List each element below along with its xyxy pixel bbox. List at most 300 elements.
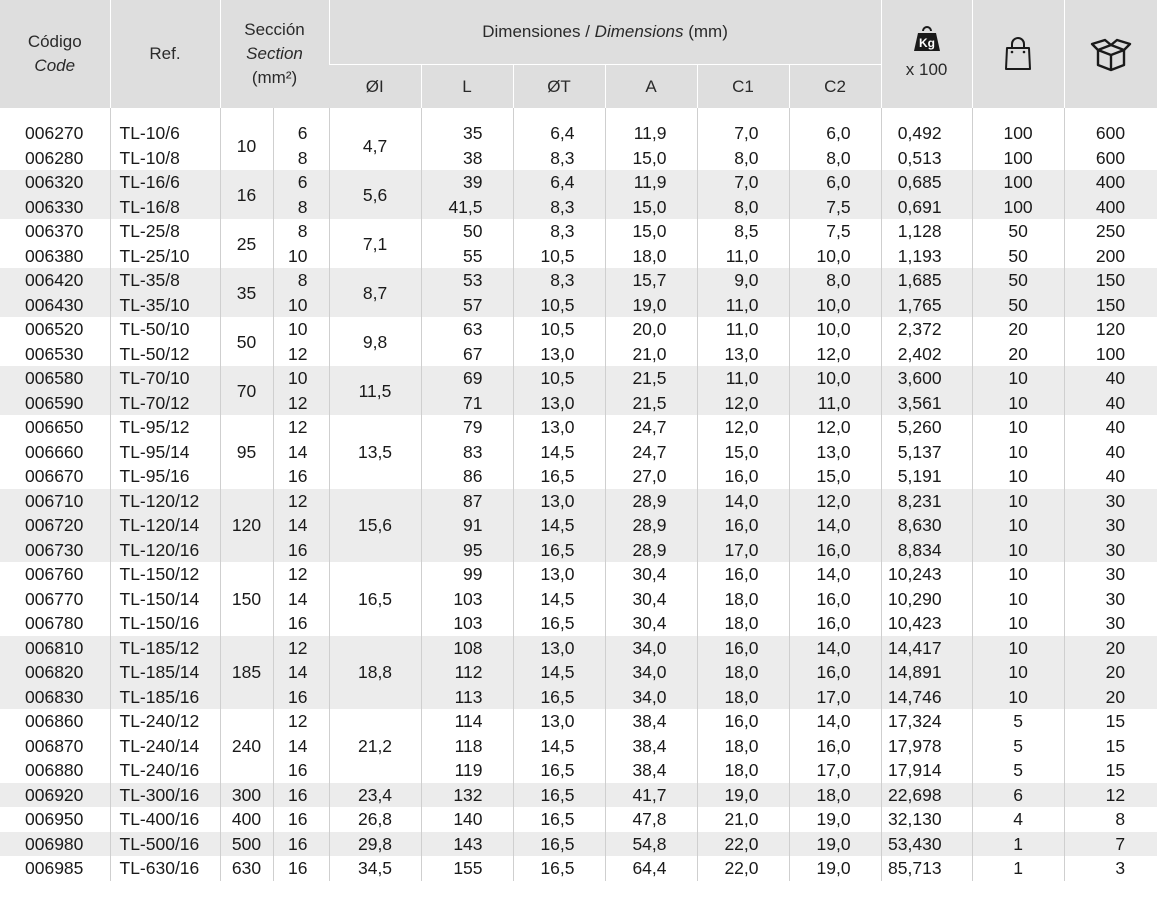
ref-cell: TL-95/12: [110, 415, 220, 440]
c1-cell: 7,0: [697, 170, 789, 195]
c1-cell: 16,0: [697, 636, 789, 661]
box-qty-cell: 250: [1064, 219, 1157, 244]
weight-cell: 1,765: [881, 293, 972, 318]
phi-t-cell: 14,5: [513, 734, 605, 759]
a-cell: 20,0: [605, 317, 697, 342]
a-cell: 34,0: [605, 660, 697, 685]
c1-cell: 18,0: [697, 758, 789, 783]
phi-t-cell: 10,5: [513, 244, 605, 269]
code-cell: 006280: [25, 147, 84, 168]
ref-cell: TL-240/16: [110, 758, 220, 783]
weight-cell: 8,630: [881, 513, 972, 538]
c1-cell: 14,0: [697, 489, 789, 514]
box-qty-cell: 400: [1064, 170, 1157, 195]
phi-t-cell: 8,3: [513, 146, 605, 171]
phi-i-cell: 11,5: [329, 366, 421, 415]
bag-qty-cell: 1: [972, 856, 1064, 881]
phi-i-cell: 29,8: [329, 832, 421, 857]
c2-cell: 12,0: [789, 415, 881, 440]
c2-cell: 16,0: [789, 611, 881, 636]
subsection-cell: 16: [273, 538, 329, 563]
a-cell: 19,0: [605, 293, 697, 318]
subsection-cell: 16: [273, 611, 329, 636]
code-cell: 006880: [25, 760, 84, 781]
subsection-cell: 12: [273, 489, 329, 514]
subsection-cell: 10: [273, 293, 329, 318]
header-section-en: Section: [246, 44, 303, 63]
box-qty-cell: 8: [1064, 807, 1157, 832]
bag-qty-cell: 5: [972, 758, 1064, 783]
a-cell: 28,9: [605, 538, 697, 563]
section-cell: 16: [220, 170, 273, 219]
c1-cell: 8,5: [697, 219, 789, 244]
code-cell: 006580: [0, 366, 110, 391]
subsection-cell: 6: [273, 170, 329, 195]
subsection-cell: 14: [273, 660, 329, 685]
c2-cell: 15,0: [789, 464, 881, 489]
c1-cell: 18,0: [697, 685, 789, 710]
ref-cell: TL-185/12: [110, 636, 220, 661]
box-qty-cell: 30: [1064, 513, 1157, 538]
l-cell: 155: [421, 856, 513, 881]
l-cell: 143: [421, 832, 513, 857]
phi-t-cell: 13,0: [513, 489, 605, 514]
c2-cell: 17,0: [789, 685, 881, 710]
section-cell: 185: [220, 636, 273, 710]
box-qty-cell: 40: [1064, 391, 1157, 416]
a-cell: 38,4: [605, 758, 697, 783]
l-cell: 113: [421, 685, 513, 710]
c2-cell: 16,0: [789, 538, 881, 563]
table-row: [0, 391, 1157, 416]
box-qty-cell: 40: [1064, 366, 1157, 391]
subsection-cell: 12: [273, 342, 329, 367]
c2-cell: 7,5: [789, 195, 881, 220]
l-cell: 38: [421, 146, 513, 171]
box-qty-cell: 600: [1064, 121, 1157, 146]
bag-qty-cell: 10: [972, 391, 1064, 416]
bag-qty-cell: 10: [972, 562, 1064, 587]
phi-t-cell: 14,5: [513, 513, 605, 538]
code-cell: 006760: [25, 564, 84, 585]
header-weight-unit: x 100: [905, 60, 948, 79]
ref-cell: TL-630/16: [110, 856, 220, 881]
header-code-es: Código: [27, 32, 82, 51]
box-qty-cell: 20: [1064, 685, 1157, 710]
header-c2: C2: [789, 65, 881, 109]
l-cell: 103: [421, 611, 513, 636]
phi-t-cell: 16,5: [513, 856, 605, 881]
code-cell: 006670: [25, 466, 84, 487]
table-row: [0, 783, 1157, 808]
c2-cell: 13,0: [789, 440, 881, 465]
table-row: [0, 219, 1157, 244]
subsection-cell: 14: [273, 734, 329, 759]
section-cell: 35: [220, 268, 273, 317]
subsection-cell: 8: [273, 268, 329, 293]
ref-cell: TL-150/14: [110, 587, 220, 612]
weight-cell: 8,834: [881, 538, 972, 563]
l-cell: 57: [421, 293, 513, 318]
code-cell: 006320: [0, 170, 110, 195]
phi-t-cell: 16,5: [513, 758, 605, 783]
c1-cell: 13,0: [697, 342, 789, 367]
a-cell: 15,0: [605, 219, 697, 244]
c1-cell: 11,0: [697, 244, 789, 269]
subsection-cell: 12: [273, 636, 329, 661]
l-cell: 91: [421, 513, 513, 538]
bag-qty-cell: 1: [972, 832, 1064, 857]
ref-cell: TL-35/10: [110, 293, 220, 318]
table-row: [0, 734, 1157, 759]
table-row: [0, 538, 1157, 563]
a-cell: 30,4: [605, 587, 697, 612]
subsection-cell: 6: [273, 121, 329, 146]
phi-t-cell: 16,5: [513, 611, 605, 636]
bag-qty-cell: 10: [972, 415, 1064, 440]
c1-cell: 22,0: [697, 832, 789, 857]
table-row: [0, 513, 1157, 538]
code-cell: 006520: [25, 319, 84, 340]
c1-cell: 18,0: [697, 611, 789, 636]
a-cell: 15,0: [605, 146, 697, 171]
a-cell: 18,0: [605, 244, 697, 269]
c2-cell: 14,0: [789, 562, 881, 587]
table-row: [0, 121, 1157, 146]
ref-cell: TL-25/10: [110, 244, 220, 269]
subsection-cell: 12: [273, 415, 329, 440]
bag-qty-cell: 10: [972, 538, 1064, 563]
phi-t-cell: 13,0: [513, 391, 605, 416]
header-section-es: Sección: [244, 20, 305, 39]
section-cell: 150: [220, 562, 273, 636]
weight-cell: 8,231: [881, 489, 972, 514]
table-row: [0, 195, 1157, 220]
c2-cell: 10,0: [789, 317, 881, 342]
ref-cell: TL-240/12: [110, 709, 220, 734]
table-row: [0, 342, 1157, 367]
phi-i-cell: 9,8: [329, 317, 421, 366]
bag-qty-cell: 20: [972, 342, 1064, 367]
section-cell: 630: [220, 856, 273, 881]
a-cell: 24,7: [605, 415, 697, 440]
phi-i-cell: 5,6: [329, 170, 421, 219]
table-row: [0, 587, 1157, 612]
c2-cell: 6,0: [789, 170, 881, 195]
phi-i-cell: 26,8: [329, 807, 421, 832]
code-cell: 006980: [0, 832, 110, 857]
ref-cell: TL-300/16: [110, 783, 220, 808]
header-dimensions-en: Dimensions: [594, 22, 684, 41]
bag-qty-cell: 10: [972, 587, 1064, 612]
table-row: [0, 415, 1157, 440]
ref-cell: TL-70/12: [110, 391, 220, 416]
box-qty-cell: 12: [1064, 783, 1157, 808]
weight-cell: 17,914: [881, 758, 972, 783]
code-cell: 006920: [0, 783, 110, 808]
box-qty-cell: 15: [1064, 758, 1157, 783]
box-qty-cell: 30: [1064, 587, 1157, 612]
ref-cell: TL-16/6: [110, 170, 220, 195]
code-cell: 006810: [0, 636, 110, 661]
ref-cell: TL-500/16: [110, 832, 220, 857]
header-l: L: [421, 65, 513, 109]
table-row: [0, 317, 1157, 342]
table-row: [0, 244, 1157, 269]
section-cell: 10: [220, 121, 273, 170]
weight-cell: 14,417: [881, 636, 972, 661]
table-row: [0, 366, 1157, 391]
weight-cell: 0,691: [881, 195, 972, 220]
c1-cell: 18,0: [697, 734, 789, 759]
ref-cell: TL-10/8: [110, 146, 220, 171]
weight-cell: 10,423: [881, 611, 972, 636]
a-cell: 15,0: [605, 195, 697, 220]
c1-cell: 21,0: [697, 807, 789, 832]
a-cell: 34,0: [605, 636, 697, 661]
box-qty-cell: 30: [1064, 489, 1157, 514]
box-qty-cell: 20: [1064, 636, 1157, 661]
table-row: [0, 636, 1157, 661]
table-row: [0, 685, 1157, 710]
phi-t-cell: 10,5: [513, 317, 605, 342]
c1-cell: 11,0: [697, 366, 789, 391]
table-row: [0, 293, 1157, 318]
l-cell: 50: [421, 219, 513, 244]
bag-qty-cell: 100: [972, 121, 1064, 146]
code-cell: 006380: [25, 245, 84, 266]
section-cell: 120: [220, 489, 273, 563]
l-cell: 55: [421, 244, 513, 269]
header-section: [220, 0, 329, 108]
box-qty-cell: 100: [1064, 342, 1157, 367]
l-cell: 69: [421, 366, 513, 391]
ref-cell: TL-35/8: [110, 268, 220, 293]
bag-qty-cell: 10: [972, 513, 1064, 538]
ref-cell: TL-400/16: [110, 807, 220, 832]
weight-cell: 0,685: [881, 170, 972, 195]
weight-cell: 17,324: [881, 709, 972, 734]
phi-t-cell: 14,5: [513, 587, 605, 612]
weight-cell: 32,130: [881, 807, 972, 832]
phi-t-cell: 13,0: [513, 709, 605, 734]
weight-cell: 10,290: [881, 587, 972, 612]
c1-cell: 8,0: [697, 146, 789, 171]
weight-cell: 0,492: [881, 121, 972, 146]
table-row: [0, 660, 1157, 685]
c1-cell: 19,0: [697, 783, 789, 808]
weight-cell: 14,891: [881, 660, 972, 685]
header-phi-i: ØI: [329, 65, 421, 109]
bag-qty-cell: 100: [972, 195, 1064, 220]
bag-qty-cell: 50: [972, 244, 1064, 269]
phi-t-cell: 13,0: [513, 342, 605, 367]
phi-i-cell: 21,2: [329, 709, 421, 783]
l-cell: 83: [421, 440, 513, 465]
a-cell: 54,8: [605, 832, 697, 857]
bag-qty-cell: 10: [972, 611, 1064, 636]
l-cell: 63: [421, 317, 513, 342]
open-box-icon: [1088, 36, 1134, 72]
code-cell: 006860: [25, 711, 84, 732]
l-cell: 112: [421, 660, 513, 685]
weight-cell: 0,513: [881, 146, 972, 171]
box-qty-cell: 30: [1064, 562, 1157, 587]
phi-i-cell: 7,1: [329, 219, 421, 268]
phi-t-cell: 8,3: [513, 195, 605, 220]
subsection-cell: 16: [273, 807, 329, 832]
l-cell: 99: [421, 562, 513, 587]
phi-i-cell: 15,6: [329, 489, 421, 563]
l-cell: 53: [421, 268, 513, 293]
table-row: [0, 146, 1157, 171]
c2-cell: 16,0: [789, 660, 881, 685]
subsection-cell: 10: [273, 366, 329, 391]
subsection-cell: 12: [273, 709, 329, 734]
phi-t-cell: 13,0: [513, 636, 605, 661]
phi-t-cell: 16,5: [513, 783, 605, 808]
c2-cell: 16,0: [789, 734, 881, 759]
header-c1: C1: [697, 65, 789, 109]
c1-cell: 18,0: [697, 660, 789, 685]
phi-i-cell: 13,5: [329, 415, 421, 489]
weight-cell: 22,698: [881, 783, 972, 808]
box-qty-cell: 20: [1064, 660, 1157, 685]
weight-cell: 5,191: [881, 464, 972, 489]
table-row: [0, 709, 1157, 734]
box-qty-cell: 200: [1064, 244, 1157, 269]
weight-cell: 5,137: [881, 440, 972, 465]
subsection-cell: 12: [273, 562, 329, 587]
code-cell: 006530: [25, 343, 84, 364]
l-cell: 114: [421, 709, 513, 734]
c1-cell: 11,0: [697, 293, 789, 318]
c2-cell: 10,0: [789, 244, 881, 269]
weight-cell: 17,978: [881, 734, 972, 759]
box-qty-cell: 400: [1064, 195, 1157, 220]
bag-qty-cell: 4: [972, 807, 1064, 832]
subsection-cell: 16: [273, 464, 329, 489]
section-cell: 70: [220, 366, 273, 415]
weight-cell: 10,243: [881, 562, 972, 587]
c1-cell: 12,0: [697, 391, 789, 416]
c2-cell: 16,0: [789, 587, 881, 612]
c2-cell: 18,0: [789, 783, 881, 808]
l-cell: 103: [421, 587, 513, 612]
box-qty-cell: 3: [1064, 856, 1157, 881]
c2-cell: 17,0: [789, 758, 881, 783]
box-qty-cell: 30: [1064, 538, 1157, 563]
ref-cell: TL-150/12: [110, 562, 220, 587]
l-cell: 71: [421, 391, 513, 416]
c2-cell: 19,0: [789, 807, 881, 832]
c2-cell: 14,0: [789, 709, 881, 734]
table-row: [0, 562, 1157, 587]
ref-cell: TL-120/16: [110, 538, 220, 563]
box-qty-cell: 40: [1064, 415, 1157, 440]
ref-cell: TL-120/14: [110, 513, 220, 538]
c1-cell: 9,0: [697, 268, 789, 293]
header-code-en: Code: [34, 56, 76, 75]
weight-cell: 1,685: [881, 268, 972, 293]
section-cell: 95: [220, 415, 273, 489]
bag-qty-cell: 5: [972, 709, 1064, 734]
ref-cell: TL-10/6: [110, 121, 220, 146]
phi-t-cell: 10,5: [513, 293, 605, 318]
l-cell: 132: [421, 783, 513, 808]
c1-cell: 18,0: [697, 587, 789, 612]
subsection-cell: 8: [273, 219, 329, 244]
code-cell: 006950: [25, 809, 84, 830]
header-ref: Ref.: [110, 0, 220, 108]
phi-t-cell: 10,5: [513, 366, 605, 391]
l-cell: 108: [421, 636, 513, 661]
c2-cell: 8,0: [789, 146, 881, 171]
table-row: [0, 611, 1157, 636]
weight-cell: 5,260: [881, 415, 972, 440]
header-dimensions: [329, 0, 881, 65]
c2-cell: 12,0: [789, 489, 881, 514]
weight-cell: 14,746: [881, 685, 972, 710]
box-qty-cell: 600: [1064, 146, 1157, 171]
weight-cell: 53,430: [881, 832, 972, 857]
c1-cell: 16,0: [697, 709, 789, 734]
weight-kg-label: Kg: [918, 36, 935, 50]
ref-cell: TL-70/10: [110, 366, 220, 391]
bag-qty-cell: 6: [972, 783, 1064, 808]
c2-cell: 10,0: [789, 366, 881, 391]
a-cell: 15,7: [605, 268, 697, 293]
bag-qty-cell: 20: [972, 317, 1064, 342]
weight-cell: 3,600: [881, 366, 972, 391]
c2-cell: 19,0: [789, 856, 881, 881]
phi-i-cell: 16,5: [329, 562, 421, 636]
phi-t-cell: 6,4: [513, 170, 605, 195]
ref-cell: TL-150/16: [110, 611, 220, 636]
header-box: [1064, 0, 1157, 108]
c1-cell: 16,0: [697, 513, 789, 538]
subsection-cell: 10: [273, 317, 329, 342]
section-cell: 400: [220, 807, 273, 832]
phi-t-cell: 16,5: [513, 538, 605, 563]
phi-t-cell: 14,5: [513, 440, 605, 465]
l-cell: 35: [421, 121, 513, 146]
box-qty-cell: 150: [1064, 268, 1157, 293]
code-cell: 006330: [0, 195, 110, 220]
weight-cell: 2,402: [881, 342, 972, 367]
c2-cell: 7,5: [789, 219, 881, 244]
subsection-cell: 8: [273, 146, 329, 171]
c2-cell: 11,0: [789, 391, 881, 416]
l-cell: 119: [421, 758, 513, 783]
subsection-cell: 14: [273, 440, 329, 465]
bag-qty-cell: 10: [972, 440, 1064, 465]
table-row: [0, 758, 1157, 783]
ref-cell: TL-50/12: [110, 342, 220, 367]
phi-t-cell: 8,3: [513, 219, 605, 244]
a-cell: 11,9: [605, 170, 697, 195]
a-cell: 38,4: [605, 709, 697, 734]
c2-cell: 19,0: [789, 832, 881, 857]
a-cell: 64,4: [605, 856, 697, 881]
l-cell: 86: [421, 464, 513, 489]
phi-i-cell: 23,4: [329, 783, 421, 808]
weight-cell: 1,193: [881, 244, 972, 269]
bag-qty-cell: 50: [972, 268, 1064, 293]
c2-cell: 14,0: [789, 513, 881, 538]
subsection-cell: 8: [273, 195, 329, 220]
subsection-cell: 12: [273, 391, 329, 416]
